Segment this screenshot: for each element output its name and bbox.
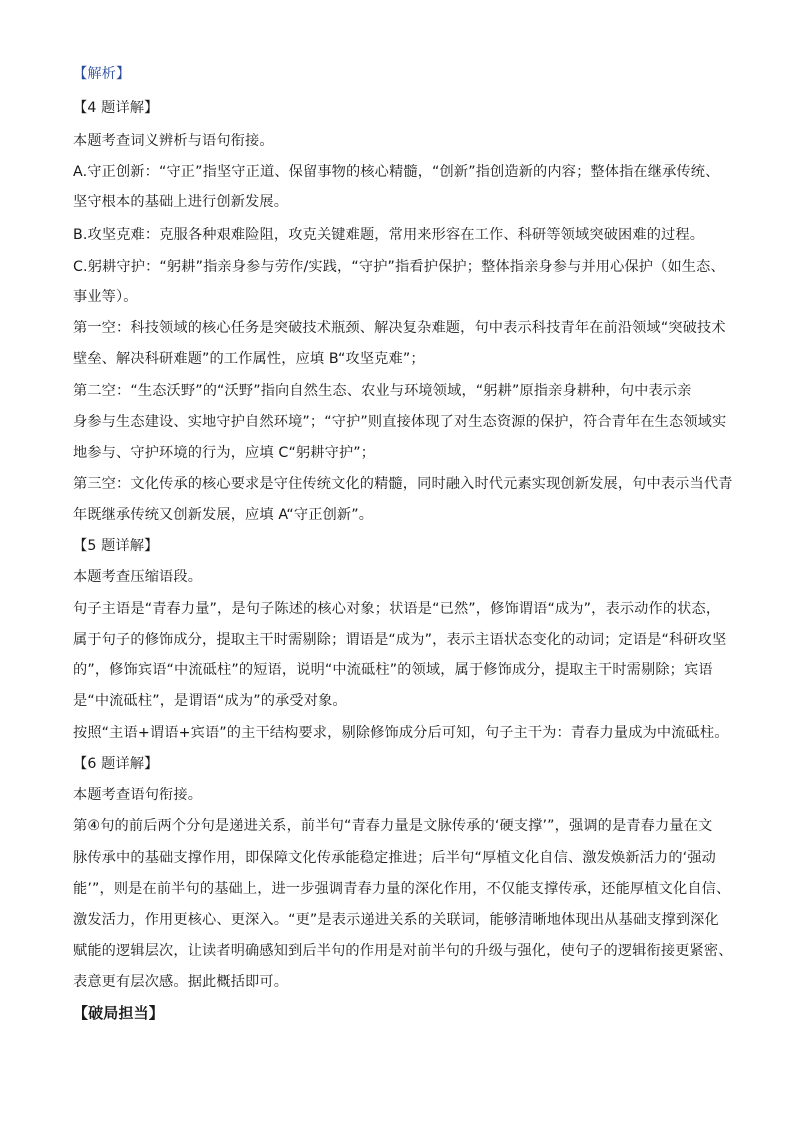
q4-line: 事业等）。	[73, 289, 138, 305]
q4-line: 身参与生态建设、实地守护自然环境”；“守护”则直接体现了对生态资源的保护，符合青年在生态领域实	[73, 414, 727, 430]
final-section-heading: 【破局担当】	[73, 1004, 164, 1022]
q5-line: 是“中流砥柱”，是谓语“成为”的承受对象。	[73, 693, 347, 709]
q6-line: 表意更有层次感。据此概括即可。	[73, 974, 289, 990]
q6-line: 脉传承中的基础支撑作用，即保障文化传承能稳定推进；后半句“厚植文化自信、激发焕新活力的‘强动	[73, 850, 717, 866]
q6-line: 激发活力，作用更核心、更深入。“更”是表示递进关系的关联词，能够清晰地体现出从基础支撑到深化	[73, 912, 719, 928]
q5-line: 本题考查压缩语段。	[73, 569, 203, 585]
q6-line: 能’”，则是在前半句的基础上，进一步强调青春力量的深化作用，不仅能支撑传承，还能厚植文化自信、	[73, 881, 731, 897]
q4-heading: 【4 题详解】	[73, 100, 159, 116]
q5-heading: 【5 题详解】	[73, 538, 159, 554]
q4-line: 第一空：科技领域的核心任务是突破技术瓶颈、解决复杂难题，句中表示科技青年在前沿领域“突破技术	[73, 320, 726, 336]
q4-line: A.守正创新：“守正”指坚守正道、保留事物的核心精髓，“创新”指创造新的内容；整体指在继承传统、	[73, 164, 720, 180]
q6-line: 赋能的逻辑层次，让读者明确感知到后半句的作用是对前半句的升级与强化，使句子的逻辑衔接更紧密、	[73, 943, 733, 959]
q5-line: 的”，修饰宾语“中流砥柱”的短语，说明“中流砥柱”的领域，属于修饰成分，提取主干时需剔除；宾语	[73, 662, 713, 678]
q4-line: 坚守根本的基础上进行创新发展。	[73, 194, 289, 210]
q4-line: B.攻坚克难：克服各种艰难险阻，攻克关键难题，常用来形容在工作、科研等领域突破困难的过程。	[73, 227, 705, 243]
q4-line: 本题考查词义辨析与语句衔接。	[73, 133, 274, 149]
q6-line: 本题考查语句衔接。	[73, 787, 203, 803]
q6-line: 第④句的前后两个分句是递进关系，前半句“青春力量是文脉传承的‘硬支撑’”，强调的是青春力量在文	[73, 818, 713, 834]
q4-line: 壁垒、解决科研难题”的工作属性，应填 B“攻坚克难”；	[73, 351, 425, 367]
q4-line: C.躬耕守护：“躬耕”指亲身参与劳作/实践，“守护”指看护保护；整体指亲身参与并用心保护（如生态、	[73, 259, 725, 275]
analysis-heading: 【解析】	[73, 66, 131, 82]
q5-line: 按照“主语+谓语+宾语”的主干结构要求，剔除修饰成分后可知，句子主干为：青春力量成为中流砥柱。	[73, 725, 729, 741]
q5-line: 属于句子的修饰成分，提取主干时需剔除；谓语是“成为”，表示主语状态变化的动词；定语是“科研攻坚	[73, 632, 727, 648]
q4-line: 年既继承传统又创新发展，应填 A“守正创新”。	[73, 507, 374, 523]
q4-line: 第三空：文化传承的核心要求是守住传统文化的精髓，同时融入时代元素实现创新发展，句中表示当代青	[73, 476, 733, 492]
q5-line: 句子主语是“青春力量”，是句子陈述的核心对象；状语是“已然”，修饰谓语“成为”，表示动作的状态，	[73, 601, 721, 617]
q4-line: 第二空：“生态沃野”的“沃野”指向自然生态、农业与环境领域，“躬耕”原指亲身耕种，句中表示亲	[73, 383, 692, 399]
q4-line: 地参与、守护环境的行为，应填 C“躬耕守护”；	[73, 445, 376, 461]
q6-heading: 【6 题详解】	[73, 756, 159, 772]
